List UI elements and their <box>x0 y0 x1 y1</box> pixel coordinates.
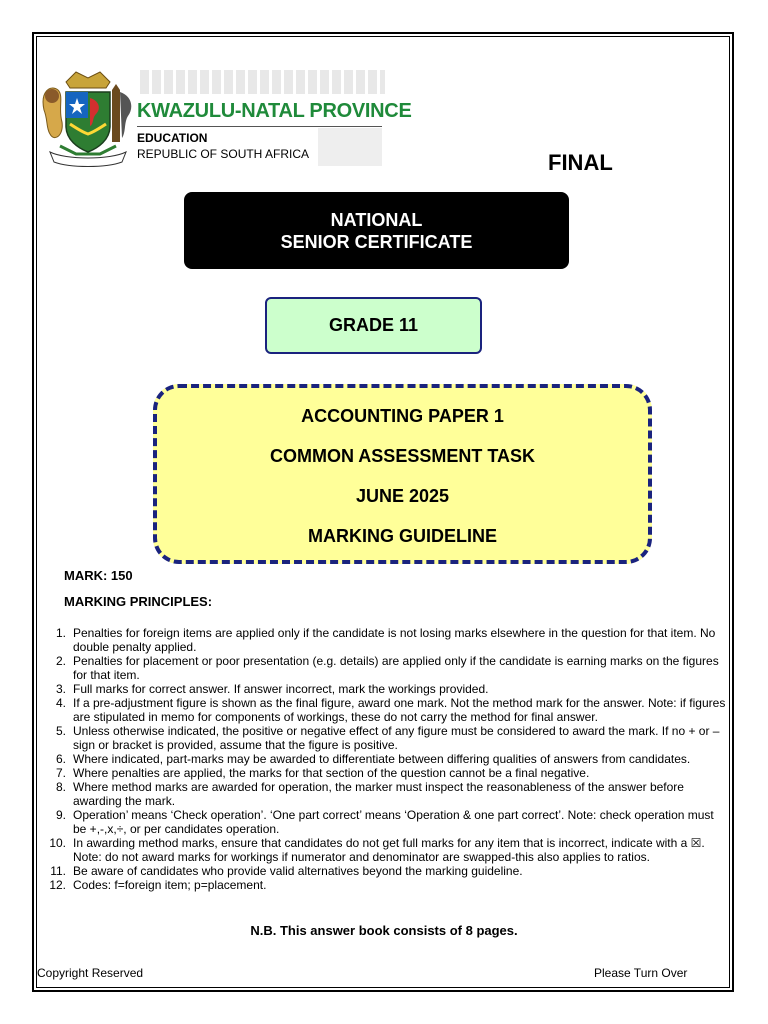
principles-heading: MARKING PRINCIPLES: <box>64 594 213 609</box>
paper-subject: ACCOUNTING PAPER 1 <box>301 406 504 426</box>
list-item: 10. In awarding method marks, ensure that candidates do not get full marks for any item that is incorrect, indicate with a ☒. Note: do not award marks for workings if numerator and denominator are swapped-this also applies to ratios. <box>49 836 705 864</box>
province-name: KWAZULU-NATAL PROVINCE <box>137 100 412 122</box>
faint-watermark-box <box>318 128 382 166</box>
faint-watermark-band <box>140 70 385 94</box>
list-item: 11. Be aware of candidates who provide valid alternatives beyond the marking guideline. <box>50 864 523 878</box>
nsc-line2: SENIOR CERTIFICATE <box>280 231 473 252</box>
grade-label: GRADE 11 <box>328 315 419 335</box>
total-mark: MARK: 150 <box>64 568 133 583</box>
republic-name: REPUBLIC OF SOUTH AFRICA <box>137 147 310 161</box>
list-item: 2. Penalties for placement or poor presentation (e.g. details) are applied only if the candidate is earning marks on the figures for that item. <box>55 654 719 682</box>
list-item: 4. If a pre-adjustment figure is shown as the final figure, award one mark. Not the method mark for the answer. Note: if figures are stipulated in memo for components of workings, these do not carry the method for final answer. <box>55 696 726 724</box>
list-item: 6. Where indicated, part-marks may be awarded to differentiate between differing qualities of answers from candidates. <box>55 752 691 766</box>
paper-date: JUNE 2025 <box>355 486 450 506</box>
list-item: 9. Operation’ means ‘Check operation’. ‘One part correct’ means ‘Operation & one part correct’. Note: check operation must be +,-,x,÷, or per candidates operation. <box>55 808 714 836</box>
copyright-footer: Copyright Reserved <box>37 966 144 980</box>
list-item: 5. Unless otherwise indicated, the positive or negative effect of any figure must be considered to award the mark. If no + or – sign or bracket is provided, assume that the figure is positive. <box>55 724 720 752</box>
grade-box <box>265 297 482 354</box>
list-item: 7. Where penalties are applied, the marks for that section of the question cannot be a final negative. <box>55 766 590 780</box>
nsc-banner <box>184 192 569 269</box>
paper-type: MARKING GUIDELINE <box>308 526 497 546</box>
paper-task: COMMON ASSESSMENT TASK <box>269 446 535 466</box>
principles-list <box>40 626 730 892</box>
list-item: 8. Where method marks are awarded for operation, the marker must inspect the reasonableness of the answer before awarding the mark. <box>55 780 684 808</box>
kzn-coat-of-arms-icon <box>36 62 140 170</box>
list-item: 1. Penalties for foreign items are applied only if the candidate is not losing marks elsewhere in the question for that item. No double penalty applied. <box>55 626 716 654</box>
list-item: 12. Codes: f=foreign item; p=placement. <box>49 878 267 892</box>
department-name: EDUCATION <box>137 131 208 145</box>
paper-info-box <box>153 384 652 564</box>
page-count-note: N.B. This answer book consists of 8 pages. <box>250 923 518 938</box>
final-label: FINAL <box>548 150 613 175</box>
nsc-line1: NATIONAL <box>330 209 423 230</box>
logo-divider <box>137 126 382 127</box>
turn-over-footer: Please Turn Over <box>594 966 688 980</box>
list-item: 3. Full marks for correct answer. If answer incorrect, mark the workings provided. <box>55 682 489 696</box>
